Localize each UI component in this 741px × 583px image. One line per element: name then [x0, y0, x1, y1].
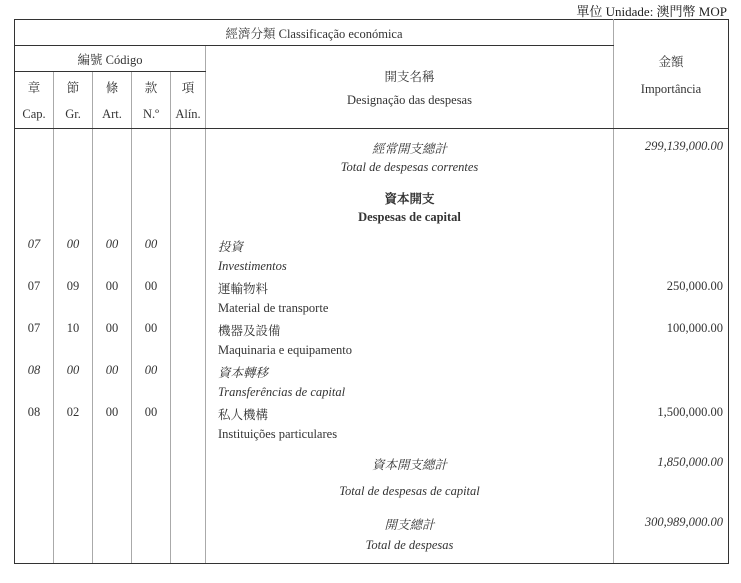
item-transport-pt: Material de transporte	[218, 301, 329, 315]
col-alin-zh: 項	[171, 72, 206, 102]
code-cap: 07	[27, 279, 41, 293]
item-private-pt: Instituições particulares	[218, 427, 338, 441]
section-capital-zh: 資本開支	[384, 192, 435, 206]
code-cap: 07	[27, 321, 41, 335]
code-art: 00	[105, 321, 119, 335]
code-group-header: 編號 Código	[15, 46, 206, 72]
code-cap: 08	[27, 405, 41, 419]
group-transfers-pt: Transferências de capital	[218, 385, 346, 399]
section-capital-pt: Despesas de capital	[358, 210, 461, 224]
code-no: 00	[144, 237, 158, 251]
col-alin-pt: Alín.	[171, 102, 206, 129]
designation-header-zh: 開支名稱	[384, 69, 435, 84]
total-expenses-zh: 開支總計	[384, 518, 435, 532]
amount-header-pt: Importância	[640, 81, 702, 96]
code-no: 00	[144, 321, 158, 335]
col-no-pt: N.º	[132, 102, 171, 129]
code-gr: 09	[66, 279, 80, 293]
item-machinery-pt: Maquinaria e equipamento	[218, 343, 352, 357]
code-gr: 00	[66, 363, 80, 377]
code-art: 00	[105, 363, 119, 377]
code-cap: 07	[27, 237, 41, 251]
amount-machinery: 100,000.00	[666, 321, 723, 335]
code-art: 00	[105, 279, 119, 293]
code-art: 00	[105, 405, 119, 419]
column-no	[132, 129, 171, 564]
col-gr-pt: Gr.	[54, 102, 93, 129]
column-gr	[54, 129, 93, 564]
col-cap-zh: 章	[15, 72, 54, 102]
amount-total-capital: 1,850,000.00	[657, 455, 723, 469]
group-transfers-zh: 資本轉移	[218, 366, 269, 380]
code-no: 00	[144, 279, 158, 293]
amount-total-expenses: 300,989,000.00	[644, 515, 723, 529]
column-designation	[206, 129, 614, 564]
total-capital-pt: Total de despesas de capital	[339, 484, 480, 498]
total-expenses-pt: Total de despesas	[365, 538, 454, 552]
code-no: 00	[144, 363, 158, 377]
code-gr: 00	[66, 237, 80, 251]
col-gr-zh: 節	[54, 72, 93, 102]
designation-header-pt: Designação das despesas	[347, 92, 472, 107]
designation-header	[206, 46, 614, 129]
amount-header-zh: 金額	[658, 54, 684, 69]
item-private-zh: 私人機構	[218, 408, 269, 422]
amount-header	[614, 20, 729, 129]
total-current-pt: Total de despesas correntes	[340, 160, 479, 174]
col-no-zh: 款	[132, 72, 171, 102]
unit-label: 單位 Unidade: 澳門幣 MOP	[576, 4, 727, 19]
code-art: 00	[105, 237, 119, 251]
col-cap-pt: Cap.	[15, 102, 54, 129]
col-art-zh: 條	[93, 72, 132, 102]
code-no: 00	[144, 405, 158, 419]
code-gr: 10	[66, 321, 80, 335]
column-art	[93, 129, 132, 564]
item-transport-zh: 運輸物料	[218, 282, 269, 296]
total-capital-zh: 資本開支總計	[371, 458, 447, 472]
item-machinery-zh: 機器及設備	[218, 324, 281, 338]
column-alin	[171, 129, 206, 564]
group-investments-zh: 投資	[218, 240, 244, 254]
classification-header: 經濟分類 Classificação económica	[15, 20, 614, 46]
budget-table	[14, 19, 729, 564]
col-art-pt: Art.	[93, 102, 132, 129]
amount-total-current: 299,139,000.00	[644, 139, 723, 153]
column-amount	[614, 129, 729, 564]
amount-private: 1,500,000.00	[657, 405, 723, 419]
amount-transport: 250,000.00	[666, 279, 723, 293]
code-cap: 08	[27, 363, 41, 377]
code-gr: 02	[66, 405, 80, 419]
column-cap	[15, 129, 54, 564]
group-investments-pt: Investimentos	[218, 259, 287, 273]
total-current-zh: 經常開支總計	[371, 142, 447, 156]
